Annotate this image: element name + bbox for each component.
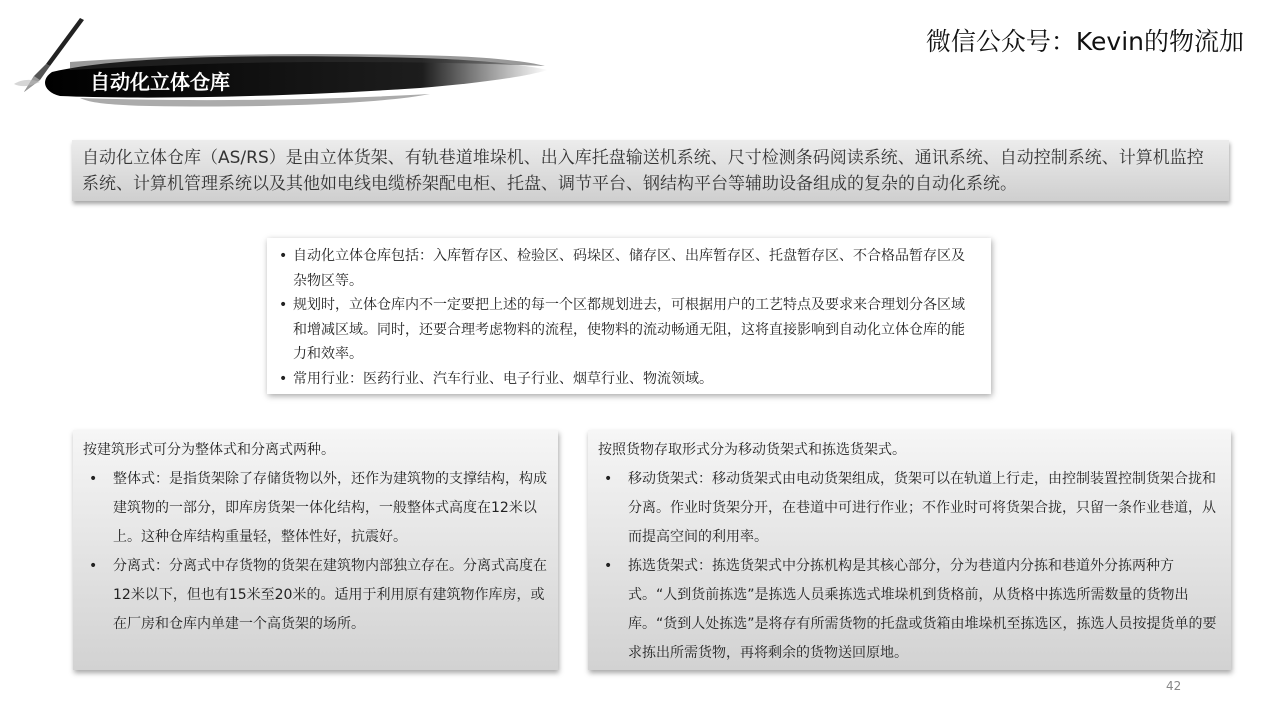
list-item: • 自动化立体仓库包括：入库暂存区、检验区、码垛区、储存区、出库暂存区、托盘暂存区、不合格品暂存区及杂物区等。 [279, 244, 973, 293]
overview-box [267, 238, 991, 394]
building-form-box [73, 430, 558, 670]
list-item: • 规划时，立体仓库内不一定要把上述的每一个区都规划进去，可根据用户的工艺特点及要求来合理划分各区域和增减区域。同时，还要合理考虑物料的流程，使物料的流动畅通无阻，这将直接影响到自动化立体仓库的能力和效率。 [279, 293, 973, 367]
list-item: • 移动货架式：移动货架式由电动货架组成，货架可以在轨道上行走，由控制装置控制货架合拢和分离。作业时货架分开，在巷道中可进行作业；不作业时可将货架合拢，只留一条作业巷道，从而提高空间的利用率。 [598, 465, 1221, 552]
access-form-list [598, 465, 1221, 668]
access-form-intro: 按照货物存取形式分为移动货架式和拣选货架式。 [598, 442, 906, 458]
list-item: • 拣选货架式：拣选货架式中分拣机构是其核心部分，分为巷道内分拣和巷道外分拣两种方式。“人到货前拣选”是拣选人员乘拣选式堆垛机到货格前，从货格中拣选所需数量的货物出库。“货到人处拣选”是将存有所需货物的托盘或货箱由堆垛机至拣选区，拣选人员按提货单的要求拣出所需货物，再将剩余的货物送回原地。 [598, 552, 1221, 668]
section-title: 自动化立体仓库 [90, 70, 230, 94]
list-item: • 分离式：分离式中存货物的货架在建筑物内部独立存在。分离式高度在12米以下，但也有15米至20米的。适用于利用原有建筑物作库房，或在厂房和仓库内单建一个高货架的场所。 [83, 552, 548, 639]
list-item: • 整体式：是指货架除了存储货物以外，还作为建筑物的支撑结构，构成建筑物的一部分，即库房货架一体化结构，一般整体式高度在12米以上。这种仓库结构重量轻，整体性好，抗震好。 [83, 465, 548, 552]
access-form-box [588, 430, 1231, 670]
definition-text: 自动化立体仓库（AS/RS）是由立体货架、有轨巷道堆垛机、出入库托盘输送机系统、尺寸检测条码阅读系统、通讯系统、自动控制系统、计算机监控系统、计算机管理系统以及其他如电线电缆桥架配电柜、托盘、调节平台、钢结构平台等辅助设备组成的复杂的自动化系统。 [82, 148, 1204, 194]
ink-brush-stroke-icon [0, 0, 560, 110]
list-item: • 常用行业：医药行业、汽车行业、电子行业、烟草行业、物流领域。 [279, 367, 973, 392]
page-number: 42 [1166, 679, 1182, 693]
overview-list [279, 244, 973, 391]
definition-box [72, 140, 1229, 201]
header-brush-banner [0, 0, 560, 110]
wechat-account-label: 微信公众号：Kevin的物流加 [925, 27, 1244, 56]
building-form-intro: 按建筑形式可分为整体式和分离式两种。 [83, 442, 335, 458]
building-form-list [83, 465, 548, 639]
